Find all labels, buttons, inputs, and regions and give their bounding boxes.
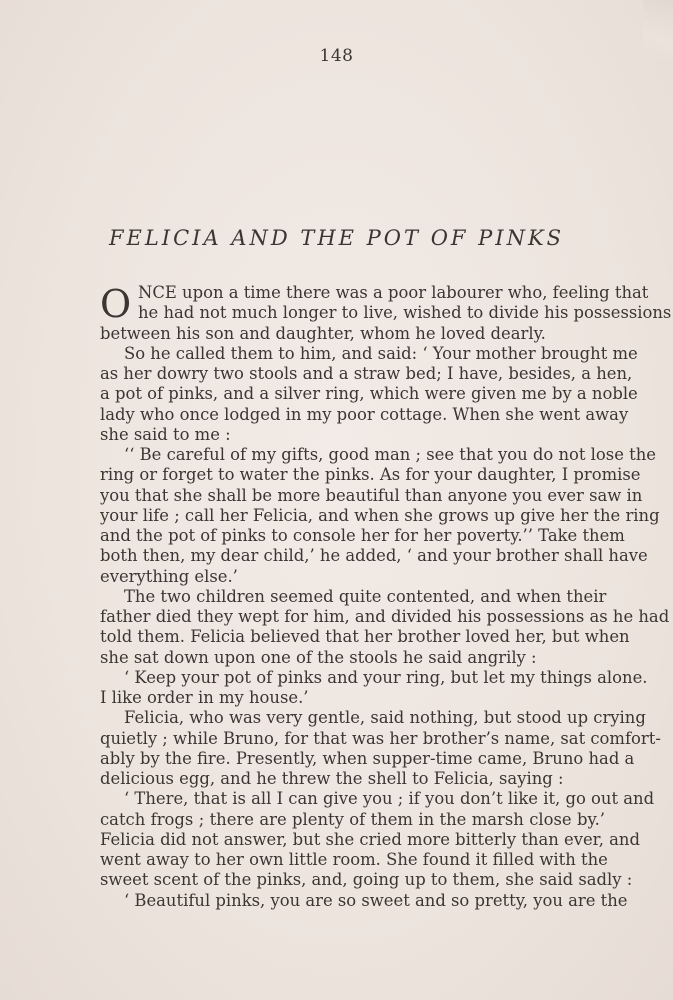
story-text: [100, 282, 672, 911]
text-line: ably by the fire. Presently, when supper-time came, Bruno had a: [100, 748, 635, 768]
text-line: Felicia, who was very gentle, said nothing, but stood up crying: [124, 708, 646, 728]
text-line: as her dowry two stools and a straw bed; I have, besides, a hen,: [100, 364, 633, 383]
text-line: Felicia did not answer, but she cried more bitterly than ever, and: [100, 829, 640, 849]
text-line: between his son and daughter, whom he loved dearly.: [100, 323, 546, 343]
text-line: sweet scent of the pinks, and, going up to them, she said sadly :: [100, 870, 633, 890]
text-line: she sat down upon one of the stools he said angrily :: [100, 647, 537, 667]
text-line: NCE upon a time there was a poor labourer who, feeling that: [138, 283, 649, 302]
chapter-title: FELICIA AND THE POT OF PINKS: [108, 226, 565, 250]
text-line: you that she shall be more beautiful than anyone you ever saw in: [100, 485, 643, 505]
text-line: ‘ Beautiful pinks, you are so sweet and so pretty, you are the: [124, 890, 628, 910]
text-line: both then, my dear child,’ he added, ‘ and your brother shall have: [100, 546, 648, 566]
text-line: a pot of pinks, and a silver ring, which were given me by a noble: [100, 384, 638, 404]
text-line: your life ; call her Felicia, and when she grows up give her the ring: [100, 505, 660, 525]
text-line: The two children seemed quite contented, and when their: [124, 586, 607, 606]
page-number: 148: [319, 46, 354, 66]
text-line: went away to her own little room. She found it filled with the: [100, 850, 608, 869]
text-line: she said to me :: [100, 424, 231, 444]
text-line: ring or forget to water the pinks. As for your daughter, I promise: [100, 465, 641, 485]
text-line: So he called them to him, and said: ‘ Your mother brought me: [124, 343, 638, 363]
text-line: ‘ Keep your pot of pinks and your ring, but let my things alone.: [124, 667, 648, 687]
text-line: everything else.’: [100, 566, 238, 586]
text-line: quietly ; while Bruno, for that was her brother’s name, sat comfort-: [100, 728, 661, 748]
text-line: I like order in my house.’: [100, 688, 309, 707]
text-line: father died they wept for him, and divided his possessions as he had: [100, 607, 670, 626]
text-line: he had not much longer to live, wished to divide his possessions: [138, 303, 672, 323]
text-line: and the pot of pinks to console her for her poverty.’’ Take them: [100, 526, 625, 545]
text-line: lady who once lodged in my poor cottage. When she went away: [100, 404, 629, 424]
text-line: told them. Felicia believed that her brother loved her, but when: [100, 627, 630, 647]
text-line: ‘‘ Be careful of my gifts, good man ; see that you do not lose the: [124, 445, 656, 464]
text-line: delicious egg, and he threw the shell to Felicia, saying :: [100, 769, 564, 788]
text-line: ‘ There, that is all I can give you ; if you don’t like it, go out and: [124, 789, 655, 809]
drop-cap: O: [100, 282, 132, 326]
text-line: catch frogs ; there are plenty of them in the marsh close by.’: [100, 809, 605, 829]
